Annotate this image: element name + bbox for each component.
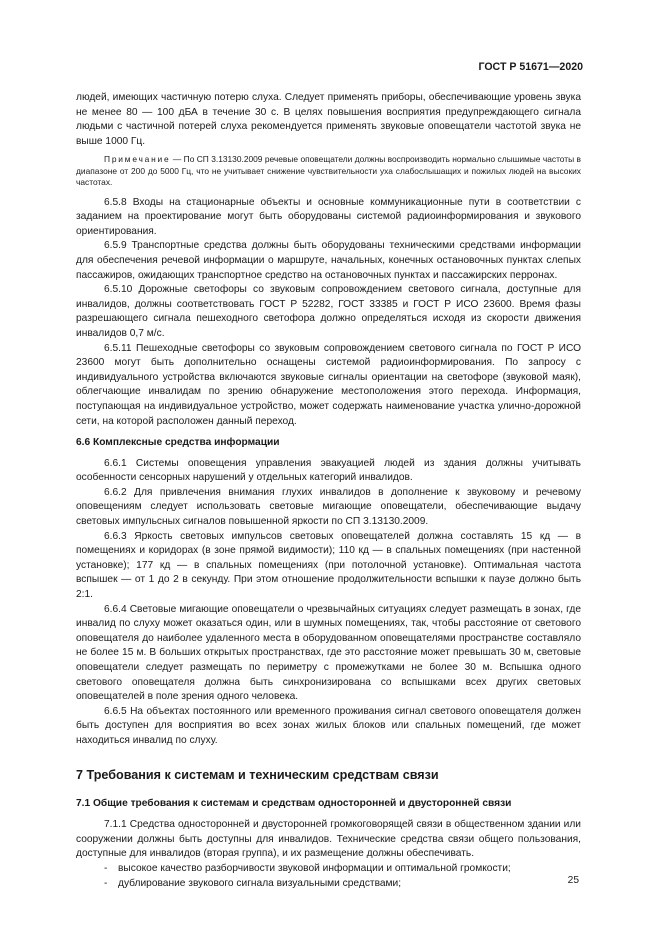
list-item	[76, 862, 581, 877]
note	[76, 154, 581, 188]
document-id-header: ГОСТ Р 51671—2020	[478, 61, 583, 73]
page-number: 25	[567, 875, 579, 886]
page-content	[76, 91, 581, 891]
paragraph-continuation: людей, имеющих частичную потерю слуха. Следует применять приборы, обеспечивающие уровень звука не менее 80 — 100 дБА в течение 30 с. В целях повышения восприятия предупреждающего сигнала людьми с частичной потерей слуха рекомендуется применять звуковые оповещатели частотой звука не выше 1000 Гц.	[76, 92, 581, 147]
paragraph-7-1-1: 7.1.1 Средства односторонней и двусторонней громкоговорящей связи в общественном здании или сооружении должны быть доступны для инвалидов. Технические средства связи общего пользования, доступные для инвалидов (вторая группа), и их размещение должны обеспечивать.	[76, 819, 581, 860]
paragraph-6-5-8: 6.5.8 Входы на стационарные объекты и основные коммуникационные пути в соответствии с заданием на проектирование могут быть оборудованы системой радиоинформирования и звукового ориентирования.	[76, 196, 581, 237]
list-item	[76, 877, 581, 892]
paragraph-6-5-11: 6.5.11 Пешеходные светофоры со звуковым сопровождением светового сигнала по ГОСТ Р ИСО 23600 могут быть дополнительно оснащены системой радиоинформирования. По запросу с индивидуального устройства включаются звуковые сигналы ориентации на светофоре (звуковой маяк), облегчающие инвалидам по зрению обнаружение местоположения этого перехода. Информация, поступающая на индивидуальное устройство, может содержать наименование участка улично-дорожной сети, на которой расположен данный переход.	[76, 342, 581, 427]
heading-section-7: 7 Требования к системам и техническим средствам связи	[76, 767, 439, 782]
paragraph-6-6-3: 6.6.3 Яркость световых импульсов световых оповещателей должна составлять 15 кд — в помещениях и коридорах (в зоне прямой видимости); 110 кд — в спальных помещениях (при настенной установке); 177 кд — в спальных помещениях (при потолочной установке). Оптимальная частота вспышек — от 1 до 2 в секунду. При этом отношение продолжительности вспышки к паузе должно быть 2:1.	[76, 530, 581, 601]
heading-6-6: 6.6 Комплексные средства информации	[76, 437, 280, 449]
heading-7-1: 7.1 Общие требования к системам и средствам односторонней и двусторонней связи	[76, 797, 512, 809]
list-dash: -	[104, 862, 108, 874]
list-dash: -	[104, 877, 108, 889]
paragraph-6-6-2: 6.6.2 Для привлечения внимания глухих инвалидов в дополнение к звуковому и речевому оповещениям следует использовать световые мигающие оповещатели, обеспечивающие выдачу световых импульсных сигналов повышенной яркости по СП 3.13130.2009.	[76, 486, 581, 528]
note-text: — По СП 3.13130.2009 речевые оповещатели должны воспроизводить нормально слышимые частоты в диапазоне от 200 до 5000 Гц, что не учитывает снижение чувствительности уха слабослышащих и пожилых людей на высоких частотах.	[76, 154, 581, 188]
paragraph-6-6-1: 6.6.1 Системы оповещения управления эвакуацией людей из здания должны учитывать особенности сенсорных нарушений у отдельных категорий инвалидов.	[76, 457, 581, 484]
paragraph-6-5-10: 6.5.10 Дорожные светофоры со звуковым сопровождением светового сигнала, доступные для инвалидов, должны соответствовать ГОСТ Р 52282, ГОСТ 33385 и ГОСТ Р ИСО 23600. Время фазы разрешающего сигнала пешеходного светофора должно определяться исходя из скорости движения инвалидов 0,7 м/с.	[76, 284, 581, 339]
paragraph-6-6-4: 6.6.4 Световые мигающие оповещатели о чрезвычайных ситуациях следует размещать в зонах, где инвалид по слуху может оказаться один, или в шумных помещениях, так, чтобы расстояние от светового оповещателя до наиболее удаленного места в оборудованном оповещателями пространстве составляло не более 15 м. В больших открытых пространствах, где это расстояние может превышать 30 м, световые оповещатели следует размещать по периметру с промежутками не более 30 м. Вспышка одного светового оповещателя должна быть синхронизирована со вспышками всех других световых оповещателей в поле зрения одного человека.	[76, 603, 581, 703]
list-item-text: высокое качество разборчивости звуковой информации и оптимальной громкости;	[118, 862, 511, 874]
paragraph-6-6-5: 6.6.5 На объектах постоянного или временного проживания сигнал светового оповещателя должен быть доступен для восприятия во всех зонах жилых блоков или спальных помещений, где может находиться инвалид по слуху.	[76, 705, 581, 746]
list-item-text: дублирование звукового сигнала визуальными средствами;	[118, 877, 402, 889]
paragraph-6-5-9: 6.5.9 Транспортные средства должны быть оборудованы техническими средствами информации для обеспечения речевой информации о маршруте, начальных, конечных остановочных пунктах слепых пассажиров, ожидающих транспортное средство на остановочных пунктах и пассажирских перронах.	[76, 240, 581, 281]
note-label: Примечание	[104, 154, 171, 165]
